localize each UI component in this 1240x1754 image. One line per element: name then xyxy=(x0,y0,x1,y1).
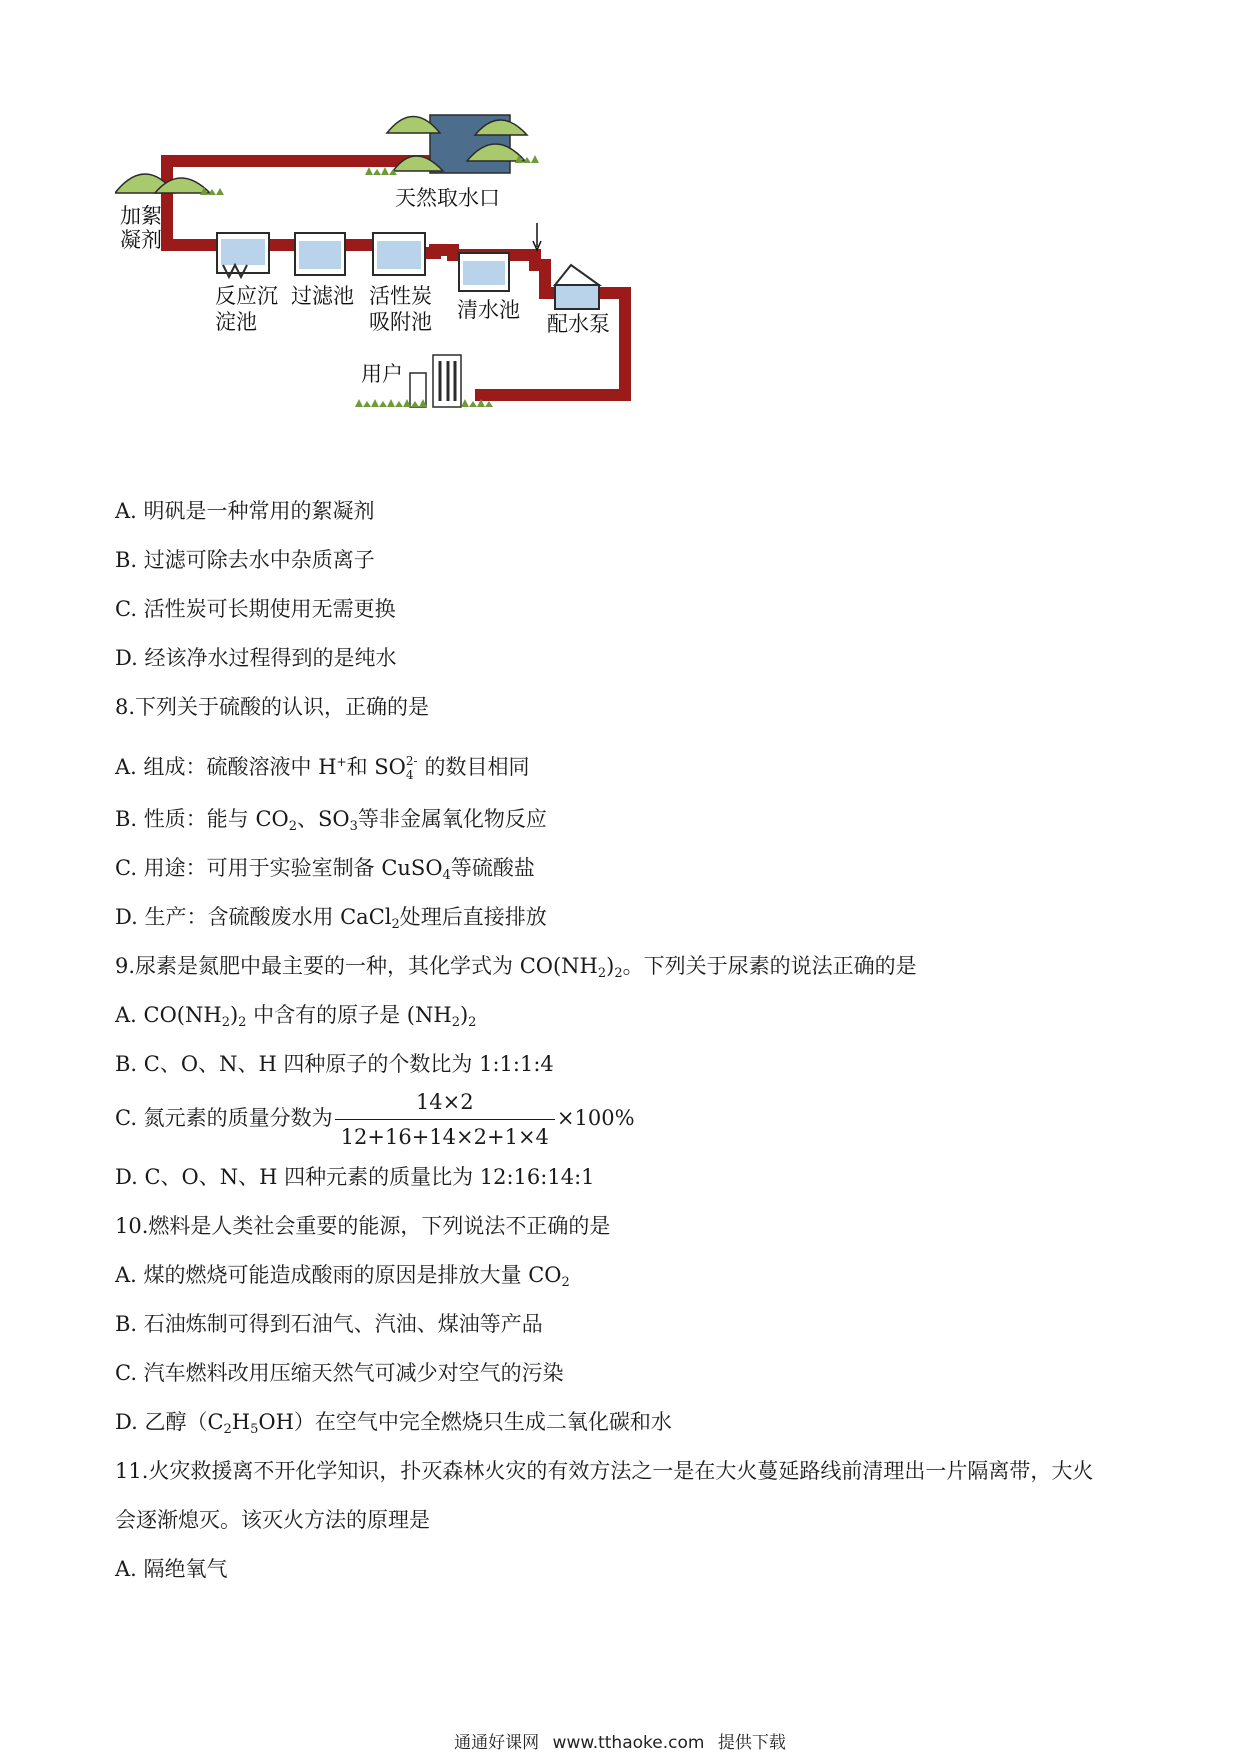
q10-d-text-2: H xyxy=(231,1410,251,1434)
sedimentation-tank xyxy=(217,233,269,277)
q10-d-subscript-2: 5 xyxy=(250,1422,259,1437)
carbon-tank xyxy=(373,233,425,275)
q8-a-text-2: 和 SO xyxy=(346,755,406,779)
q9-a-text-4: ) xyxy=(459,1003,469,1027)
q9-option-d: D. C、O、N、H 四种元素的质量比为 12:16:14:1 xyxy=(115,1165,595,1189)
nitrogen-fraction xyxy=(335,1087,555,1152)
q10-a-subscript: 2 xyxy=(561,1275,570,1290)
q9-option-a xyxy=(115,1001,476,1037)
label-sedimentation-1: 反应沉 xyxy=(215,284,278,308)
water-treatment-diagram xyxy=(115,105,725,465)
distribution-pump xyxy=(555,265,599,309)
q10-option-c: C. 汽车燃料改用压缩天然气可减少对空气的污染 xyxy=(115,1361,564,1385)
filter-tank xyxy=(295,233,345,275)
q10-option-d xyxy=(115,1408,672,1444)
q8-c-text-1: C. 用途：可用于实验室制备 CuSO xyxy=(115,856,443,880)
label-filter: 过滤池 xyxy=(291,284,354,308)
clear-water-tank xyxy=(459,253,509,291)
q9-a-subscript-1: 2 xyxy=(221,1015,230,1030)
fraction-denominator: 12+16+14×2+1×4 xyxy=(340,1125,549,1149)
q8-a-text-1: A. 组成：硫酸溶液中 H xyxy=(115,755,337,779)
q10-d-subscript-1: 2 xyxy=(223,1422,232,1437)
q8-d-subscript: 2 xyxy=(391,917,400,932)
q8-option-b xyxy=(115,805,547,841)
q10-a-text: A. 煤的燃烧可能造成酸雨的原因是排放大量 CO xyxy=(115,1263,562,1287)
q9-a-subscript-2: 2 xyxy=(238,1015,247,1030)
q10-d-text-3: OH）在空气中完全燃烧只生成二氧化碳和水 xyxy=(258,1410,672,1434)
q9-stem xyxy=(115,952,917,988)
q11-stem-line-1: 11.火灾救援离不开化学知识，扑灭森林火灾的有效方法之一是在大火蔓延路线前清理出一片隔离带，大火 xyxy=(115,1459,1094,1483)
q8-a-superscript: + xyxy=(336,755,347,769)
footer-tail: 提供下载 xyxy=(717,1733,786,1753)
fraction-numerator: 14×2 xyxy=(335,1087,555,1120)
q9-option-c xyxy=(115,1087,635,1152)
sulfate-charge xyxy=(406,755,418,783)
q8-a-text-3: 的数目相同 xyxy=(417,755,530,779)
q9-stem-text-2: ) xyxy=(606,954,615,978)
q10-stem: 10.燃料是人类社会重要的能源，下列说法不正确的是 xyxy=(115,1214,611,1238)
label-sedimentation-2: 淀池 xyxy=(215,310,257,334)
dosing-arrow-icon xyxy=(533,223,541,250)
q11-stem-line-2: 会逐渐熄灭。该灭火方法的原理是 xyxy=(115,1508,430,1532)
q9-a-text-2: ) xyxy=(229,1003,239,1027)
q7-option-b: B. 过滤可除去水中杂质离子 xyxy=(115,548,375,572)
q9-option-b: B. C、O、N、H 四种原子的个数比为 1:1:1:4 xyxy=(115,1052,554,1076)
q8-option-d xyxy=(115,903,547,939)
q9-a-text-3: 中含有的原子是 (NH xyxy=(246,1003,452,1027)
q8-stem: 8.下列关于硫酸的认识，正确的是 xyxy=(115,695,430,719)
q8-option-c xyxy=(115,854,535,890)
label-pump: 配水泵 xyxy=(547,312,610,336)
label-flocculant-1: 加絮 xyxy=(120,204,162,228)
q8-b-subscript-1: 2 xyxy=(288,819,298,834)
q8-a-subscript: 4 xyxy=(405,767,414,782)
q8-option-a xyxy=(115,748,530,783)
q9-stem-text-1: 9.尿素是氮肥中最主要的一种，其化学式为 CO(NH xyxy=(115,954,598,978)
q7-option-d: D. 经该净水过程得到的是纯水 xyxy=(115,646,397,670)
footer-url[interactable]: www.tthaoke.com xyxy=(552,1733,705,1753)
q10-d-text-1: D. 乙醇（C xyxy=(115,1410,224,1434)
q9-stem-text-3: 。下列关于尿素的说法正确的是 xyxy=(622,954,917,978)
q8-b-subscript-2: 3 xyxy=(349,819,358,834)
q8-b-text-2: 、SO xyxy=(297,807,350,831)
q8-b-text-1: B. 性质：能与 CO xyxy=(115,807,289,831)
q8-c-subscript: 4 xyxy=(442,868,451,883)
q9-a-subscript-3: 2 xyxy=(451,1015,460,1030)
label-source: 天然取水口 xyxy=(395,186,500,210)
label-clear: 清水池 xyxy=(457,298,520,322)
q10-option-a xyxy=(115,1261,570,1297)
q9-stem-subscript-1: 2 xyxy=(597,966,607,981)
page-footer xyxy=(0,1728,1240,1753)
q7-option-c: C. 活性炭可长期使用无需更换 xyxy=(115,597,396,621)
q9-a-subscript-4: 2 xyxy=(468,1015,477,1030)
q9-stem-subscript-2: 2 xyxy=(614,966,623,981)
label-carbon-1: 活性炭 xyxy=(369,284,432,308)
q9-c-percent: ×100% xyxy=(556,1106,635,1130)
q8-d-text-2: 处理后直接排放 xyxy=(399,905,547,929)
footer-site-name: 通通好课网 xyxy=(454,1733,540,1753)
q7-option-a: A. 明矾是一种常用的絮凝剂 xyxy=(115,499,375,523)
q8-d-text-1: D. 生产：含硫酸废水用 CaCl xyxy=(115,905,392,929)
q9-c-text: C. 氮元素的质量分数为 xyxy=(115,1106,333,1130)
q11-option-a: A. 隔绝氧气 xyxy=(115,1557,228,1581)
q8-b-text-3: 等非金属氧化物反应 xyxy=(357,807,547,831)
q10-option-b: B. 石油炼制可得到石油气、汽油、煤油等产品 xyxy=(115,1312,543,1336)
q8-c-text-2: 等硫酸盐 xyxy=(450,856,535,880)
label-user: 用户 xyxy=(361,362,403,386)
label-carbon-2: 吸附池 xyxy=(369,310,432,334)
q8-a-charge: 2- xyxy=(405,753,418,768)
q9-a-text-1: A. CO(NH xyxy=(115,1003,222,1027)
label-flocculant-2: 凝剂 xyxy=(120,228,162,252)
